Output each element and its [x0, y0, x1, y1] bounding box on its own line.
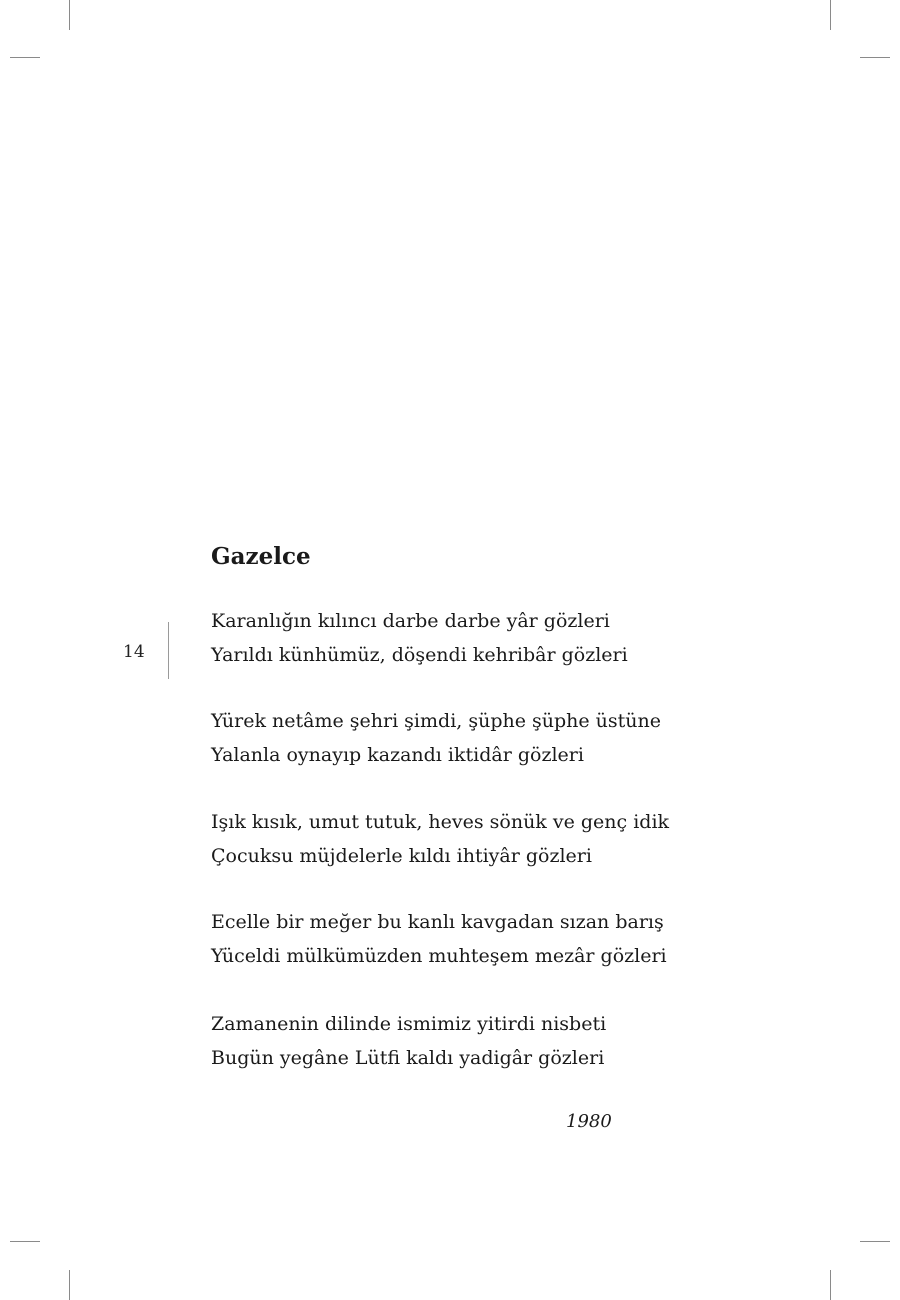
- verse-line: Ecelle bir meğer bu kanlı kavgadan sızan barış: [211, 911, 664, 933]
- stanza-5: [211, 1007, 731, 1075]
- verse-line: Yarıldı künhümüz, döşendi kehribâr gözleri: [211, 644, 628, 666]
- stanza-3: [211, 805, 731, 873]
- stanza-1: [211, 604, 731, 672]
- verse-line: Zamanenin dilinde ismimiz yitirdi nisbeti: [211, 1013, 607, 1035]
- crop-mark-top-left-horizontal: [10, 57, 40, 58]
- crop-mark-top-right-vertical: [830, 0, 831, 30]
- verse-line: Yürek netâme şehri şimdi, şüphe şüphe üstüne: [211, 710, 662, 732]
- page-number: 14: [123, 642, 145, 662]
- verse-line: Yüceldi mülkümüzden muhteşem mezâr gözleri: [211, 945, 667, 967]
- verse-line: Yalanla oynayıp kazandı iktidâr gözleri: [211, 744, 584, 766]
- verse-line: Işık kısık, umut tutuk, heves sönük ve genç idik: [211, 811, 670, 833]
- crop-mark-bottom-left-vertical: [69, 1270, 70, 1300]
- poem-date: 1980: [566, 1111, 612, 1132]
- poem-title: Gazelce: [211, 543, 311, 570]
- verse-line: Karanlığın kılıncı darbe darbe yâr gözleri: [211, 610, 610, 632]
- crop-mark-bottom-left-horizontal: [10, 1241, 40, 1242]
- stanza-4: [211, 905, 731, 973]
- verse-line: Çocuksu müjdelerle kıldı ihtiyâr gözleri: [211, 845, 592, 867]
- crop-mark-bottom-right-horizontal: [860, 1241, 890, 1242]
- stanza-2: [211, 704, 731, 772]
- crop-mark-top-right-horizontal: [860, 57, 890, 58]
- page-number-rule: [168, 622, 169, 679]
- crop-mark-bottom-right-vertical: [830, 1270, 831, 1300]
- crop-mark-top-left-vertical: [69, 0, 70, 30]
- verse-line: Bugün yegâne Lütfi kaldı yadigâr gözleri: [211, 1047, 605, 1069]
